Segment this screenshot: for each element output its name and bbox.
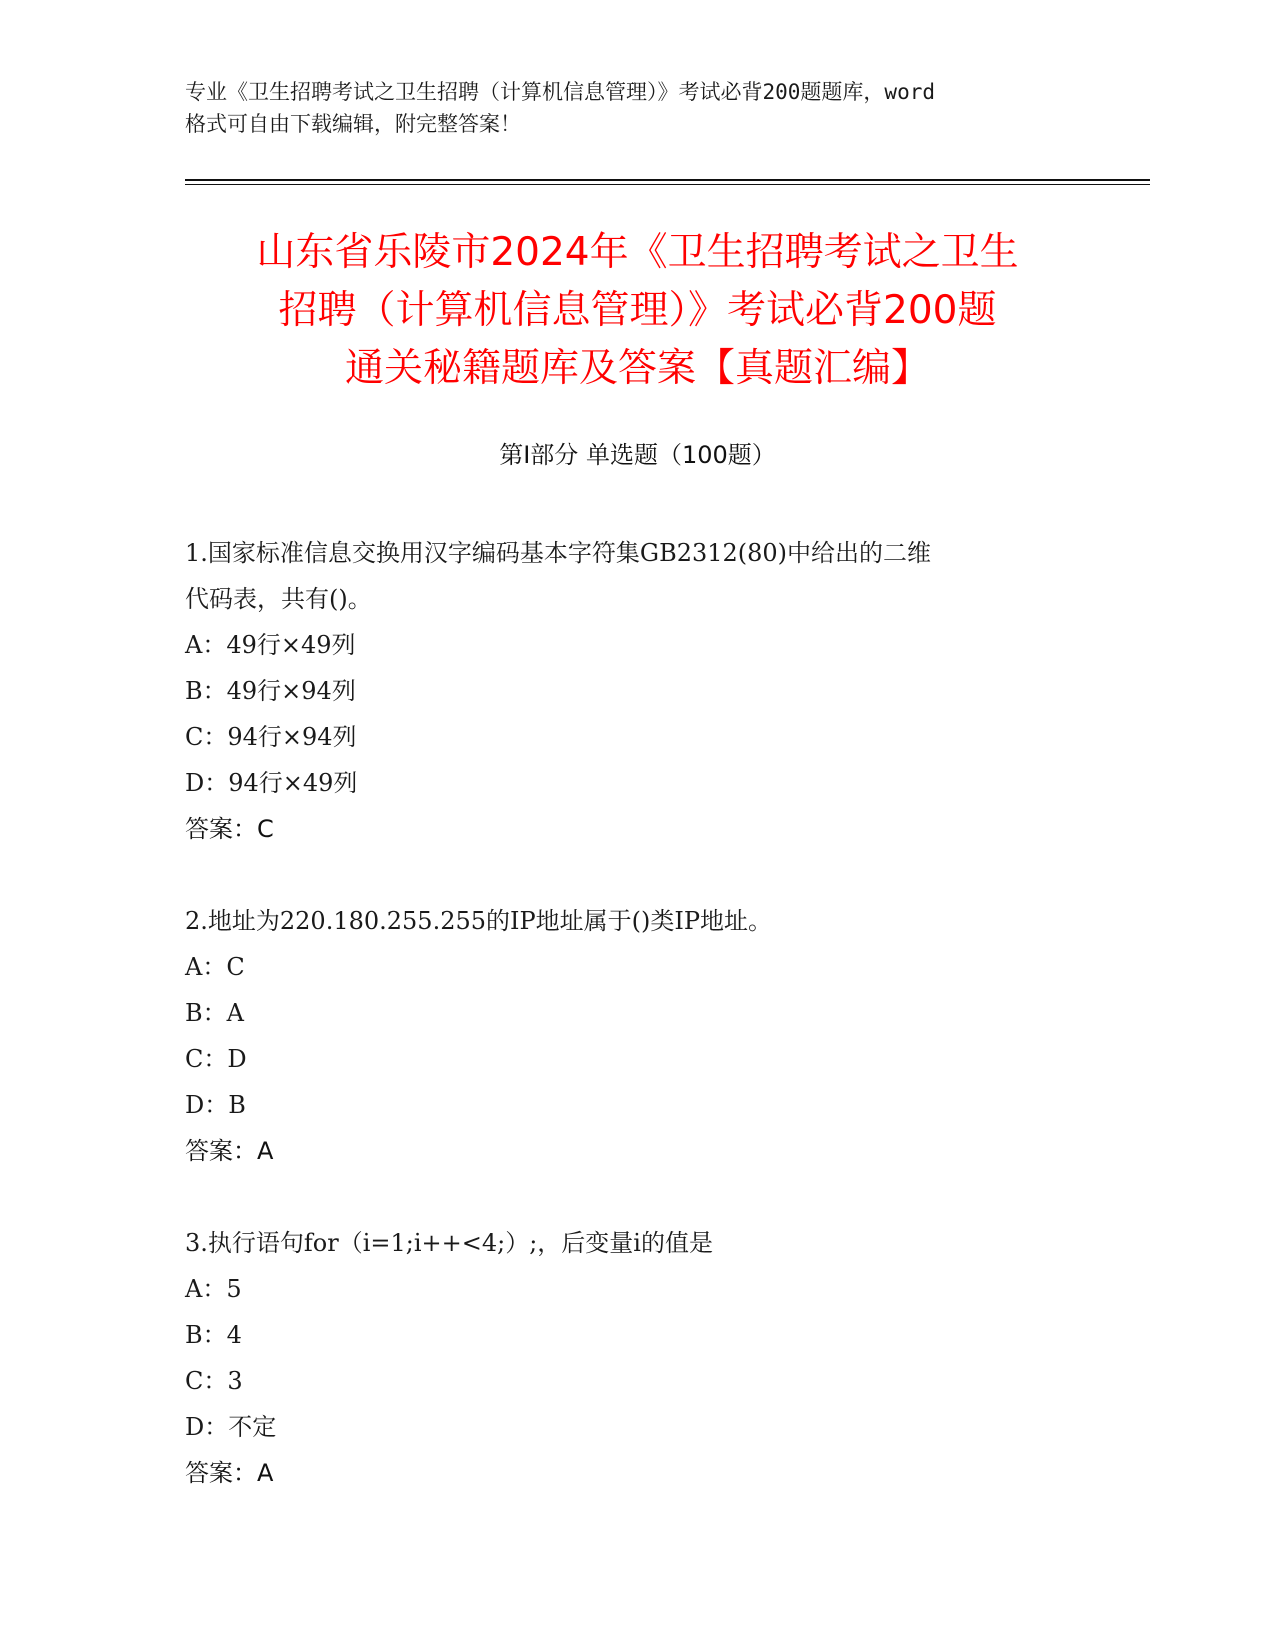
- question-item: [185, 898, 1085, 1174]
- header-note-line: 格式可自由下载编辑，附完整答案！: [185, 112, 521, 136]
- option-d: D：94行×49列: [185, 769, 358, 797]
- header-note: [185, 76, 1085, 140]
- question-list: [185, 530, 1085, 1542]
- document-title: [150, 224, 1125, 398]
- option-a: A：C: [185, 953, 245, 981]
- answer: 答案：C: [185, 815, 274, 843]
- title-line: 招聘（计算机信息管理）》考试必背200题: [278, 288, 997, 333]
- header-divider-thick: [185, 179, 1150, 181]
- answer: 答案：A: [185, 1137, 274, 1165]
- question-stem: 2.地址为220.180.255.255的IP地址属于()类IP地址。: [185, 907, 773, 935]
- title-line: 通关秘籍题库及答案【真题汇编】: [344, 346, 930, 391]
- question-item: [185, 1220, 1085, 1496]
- option-a: A：5: [185, 1275, 242, 1303]
- option-b: B：49行×94列: [185, 677, 356, 705]
- option-c: C：94行×94列: [185, 723, 357, 751]
- option-b: B：4: [185, 1321, 242, 1349]
- header-note-line: 专业《卫生招聘考试之卫生招聘（计算机信息管理）》考试必背200题题库，word: [185, 80, 935, 104]
- option-d: D：不定: [185, 1413, 277, 1441]
- question-stem: 3.执行语句for（i=1;i++<4;）;，后变量i的值是: [185, 1229, 713, 1257]
- option-c: C：3: [185, 1367, 243, 1395]
- option-d: D：B: [185, 1091, 246, 1119]
- title-line: 山东省乐陵市2024年《卫生招聘考试之卫生: [256, 230, 1019, 275]
- option-a: A：49行×49列: [185, 631, 356, 659]
- answer: 答案：A: [185, 1459, 274, 1487]
- option-b: B：A: [185, 999, 244, 1027]
- question-stem: 1.国家标准信息交换用汉字编码基本字符集GB2312(80)中给出的二维: [185, 539, 932, 567]
- option-c: C：D: [185, 1045, 247, 1073]
- question-item: [185, 530, 1085, 852]
- section-heading: 第Ⅰ部分 单选题（100题）: [499, 441, 776, 469]
- question-stem: 代码表，共有()。: [185, 585, 372, 613]
- header-divider-thin: [185, 184, 1150, 185]
